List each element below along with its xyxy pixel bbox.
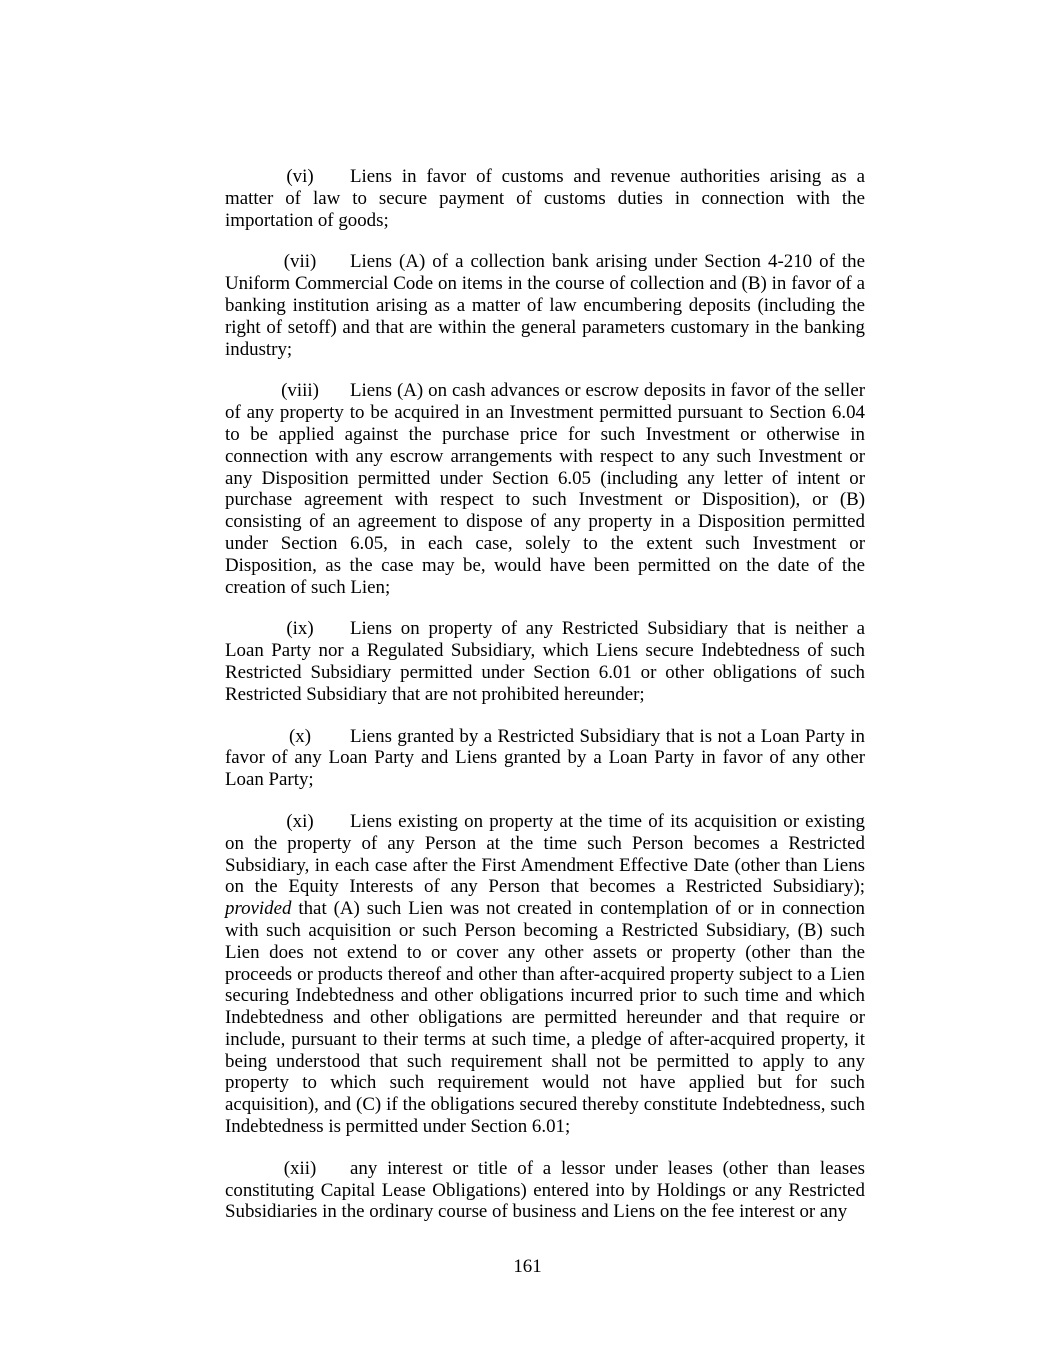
paragraph-ix bbox=[225, 618, 865, 705]
paragraph-viii-number: (viii) bbox=[281, 380, 319, 402]
page-number: 161 bbox=[513, 1256, 542, 1277]
paragraph-ix-text: Liens on property of any Restricted Subsidiary that is neither a Loan Party nor a Regulated Subsidiary, which Liens secure Indebtedness of such Restricted Subsidiary permitted under Section 6.01 or other obligations of such Restricted Subsidiary that are not prohibited hereunder; bbox=[225, 618, 865, 705]
paragraph-xii-number: (xii) bbox=[283, 1157, 317, 1179]
paragraph-viii bbox=[225, 380, 865, 598]
paragraph-x-number: (x) bbox=[288, 725, 312, 747]
paragraph-viii-text: Liens (A) on cash advances or escrow deposits in favor of the seller of any property to be acquired in an Investment permitted pursuant to Section 6.04 to be applied against the purchase price for such Investment or otherwise in connection with any escrow arrangements with respect to any such Investment or any Disposition permitted under Section 6.05 (including any letter of intent or purchase agreement with respect to such Investment or Disposition), or (B) consisting of an agreement to dispose of any property in a Disposition permitted under Section 6.05, in each case, solely to the extent such Investment or Disposition, as the case may be, would have been permitted on the date of the creation of such Lien; bbox=[225, 380, 865, 598]
provided-italic-term: provided bbox=[225, 898, 292, 920]
paragraph-vi-text: Liens in favor of customs and revenue authorities arising as a matter of law to secure payment of customs duties in connection with the importation of goods; bbox=[225, 166, 865, 231]
paragraph-vi-number: (vi) bbox=[286, 166, 314, 187]
paragraph-vii bbox=[225, 251, 865, 360]
paragraph-xi-text-tail: that (A) such Lien was not created in contemplation of or in connection with such acquisition or such Person becoming a Restricted Subsidiary, (B) such Lien does not extend to or cover any other assets or property (other than the proceeds or products thereof and other than after-acquired property subject to a Lien securing Indebtedness and other obligations incurred prior to such time and which Indebtedness and other obligations are permitted hereunder and that require or include, pursuant to their terms at such time, a pledge of after-acquired property, it being understood that such requirement shall not be permitted to apply to any property to which such requirement would not have applied but for such acquisition), and (C) if the obligations secured thereby constitute Indebtedness, such Indebtedness is permitted under Section 6.01; bbox=[225, 898, 865, 1138]
paragraph-xi bbox=[225, 811, 865, 1138]
paragraph-xi-text-lead: Liens existing on property at the time of its acquisition or existing on the property of any Person at the time such Person becomes a Restricted Subsidiary, in each case after the First Amendment Effective Date (other than Liens on the Equity Interests of any Person that becomes a Restricted Subsidiary); bbox=[225, 810, 865, 898]
paragraph-xii bbox=[225, 1158, 865, 1223]
paragraph-vii-number: (vii) bbox=[283, 251, 317, 273]
paragraph-ix-number: (ix) bbox=[286, 618, 314, 640]
document-body bbox=[225, 166, 865, 1243]
paragraph-xi-number: (xi) bbox=[286, 810, 314, 832]
paragraph-xii-text: any interest or title of a lessor under leases (other than leases constituting Capital Lease Obligations) entered into by Holdings or any Restricted Subsidiaries in the ordinary course of business and Liens on the fee interest or any bbox=[225, 1157, 865, 1223]
paragraph-vi bbox=[225, 166, 865, 231]
paragraph-x-text: Liens granted by a Restricted Subsidiary that is not a Loan Party in favor of any Loan Party and Liens granted by a Loan Party in favor of any other Loan Party; bbox=[225, 725, 865, 791]
paragraph-vii-text: Liens (A) of a collection bank arising under Section 4-210 of the Uniform Commercial Code on items in the course of collection and (B) in favor of a banking institution arising as a matter of law encumbering deposits (including the right of setoff) and that are within the general parameters customary in the banking industry; bbox=[225, 251, 865, 360]
paragraph-x bbox=[225, 726, 865, 791]
